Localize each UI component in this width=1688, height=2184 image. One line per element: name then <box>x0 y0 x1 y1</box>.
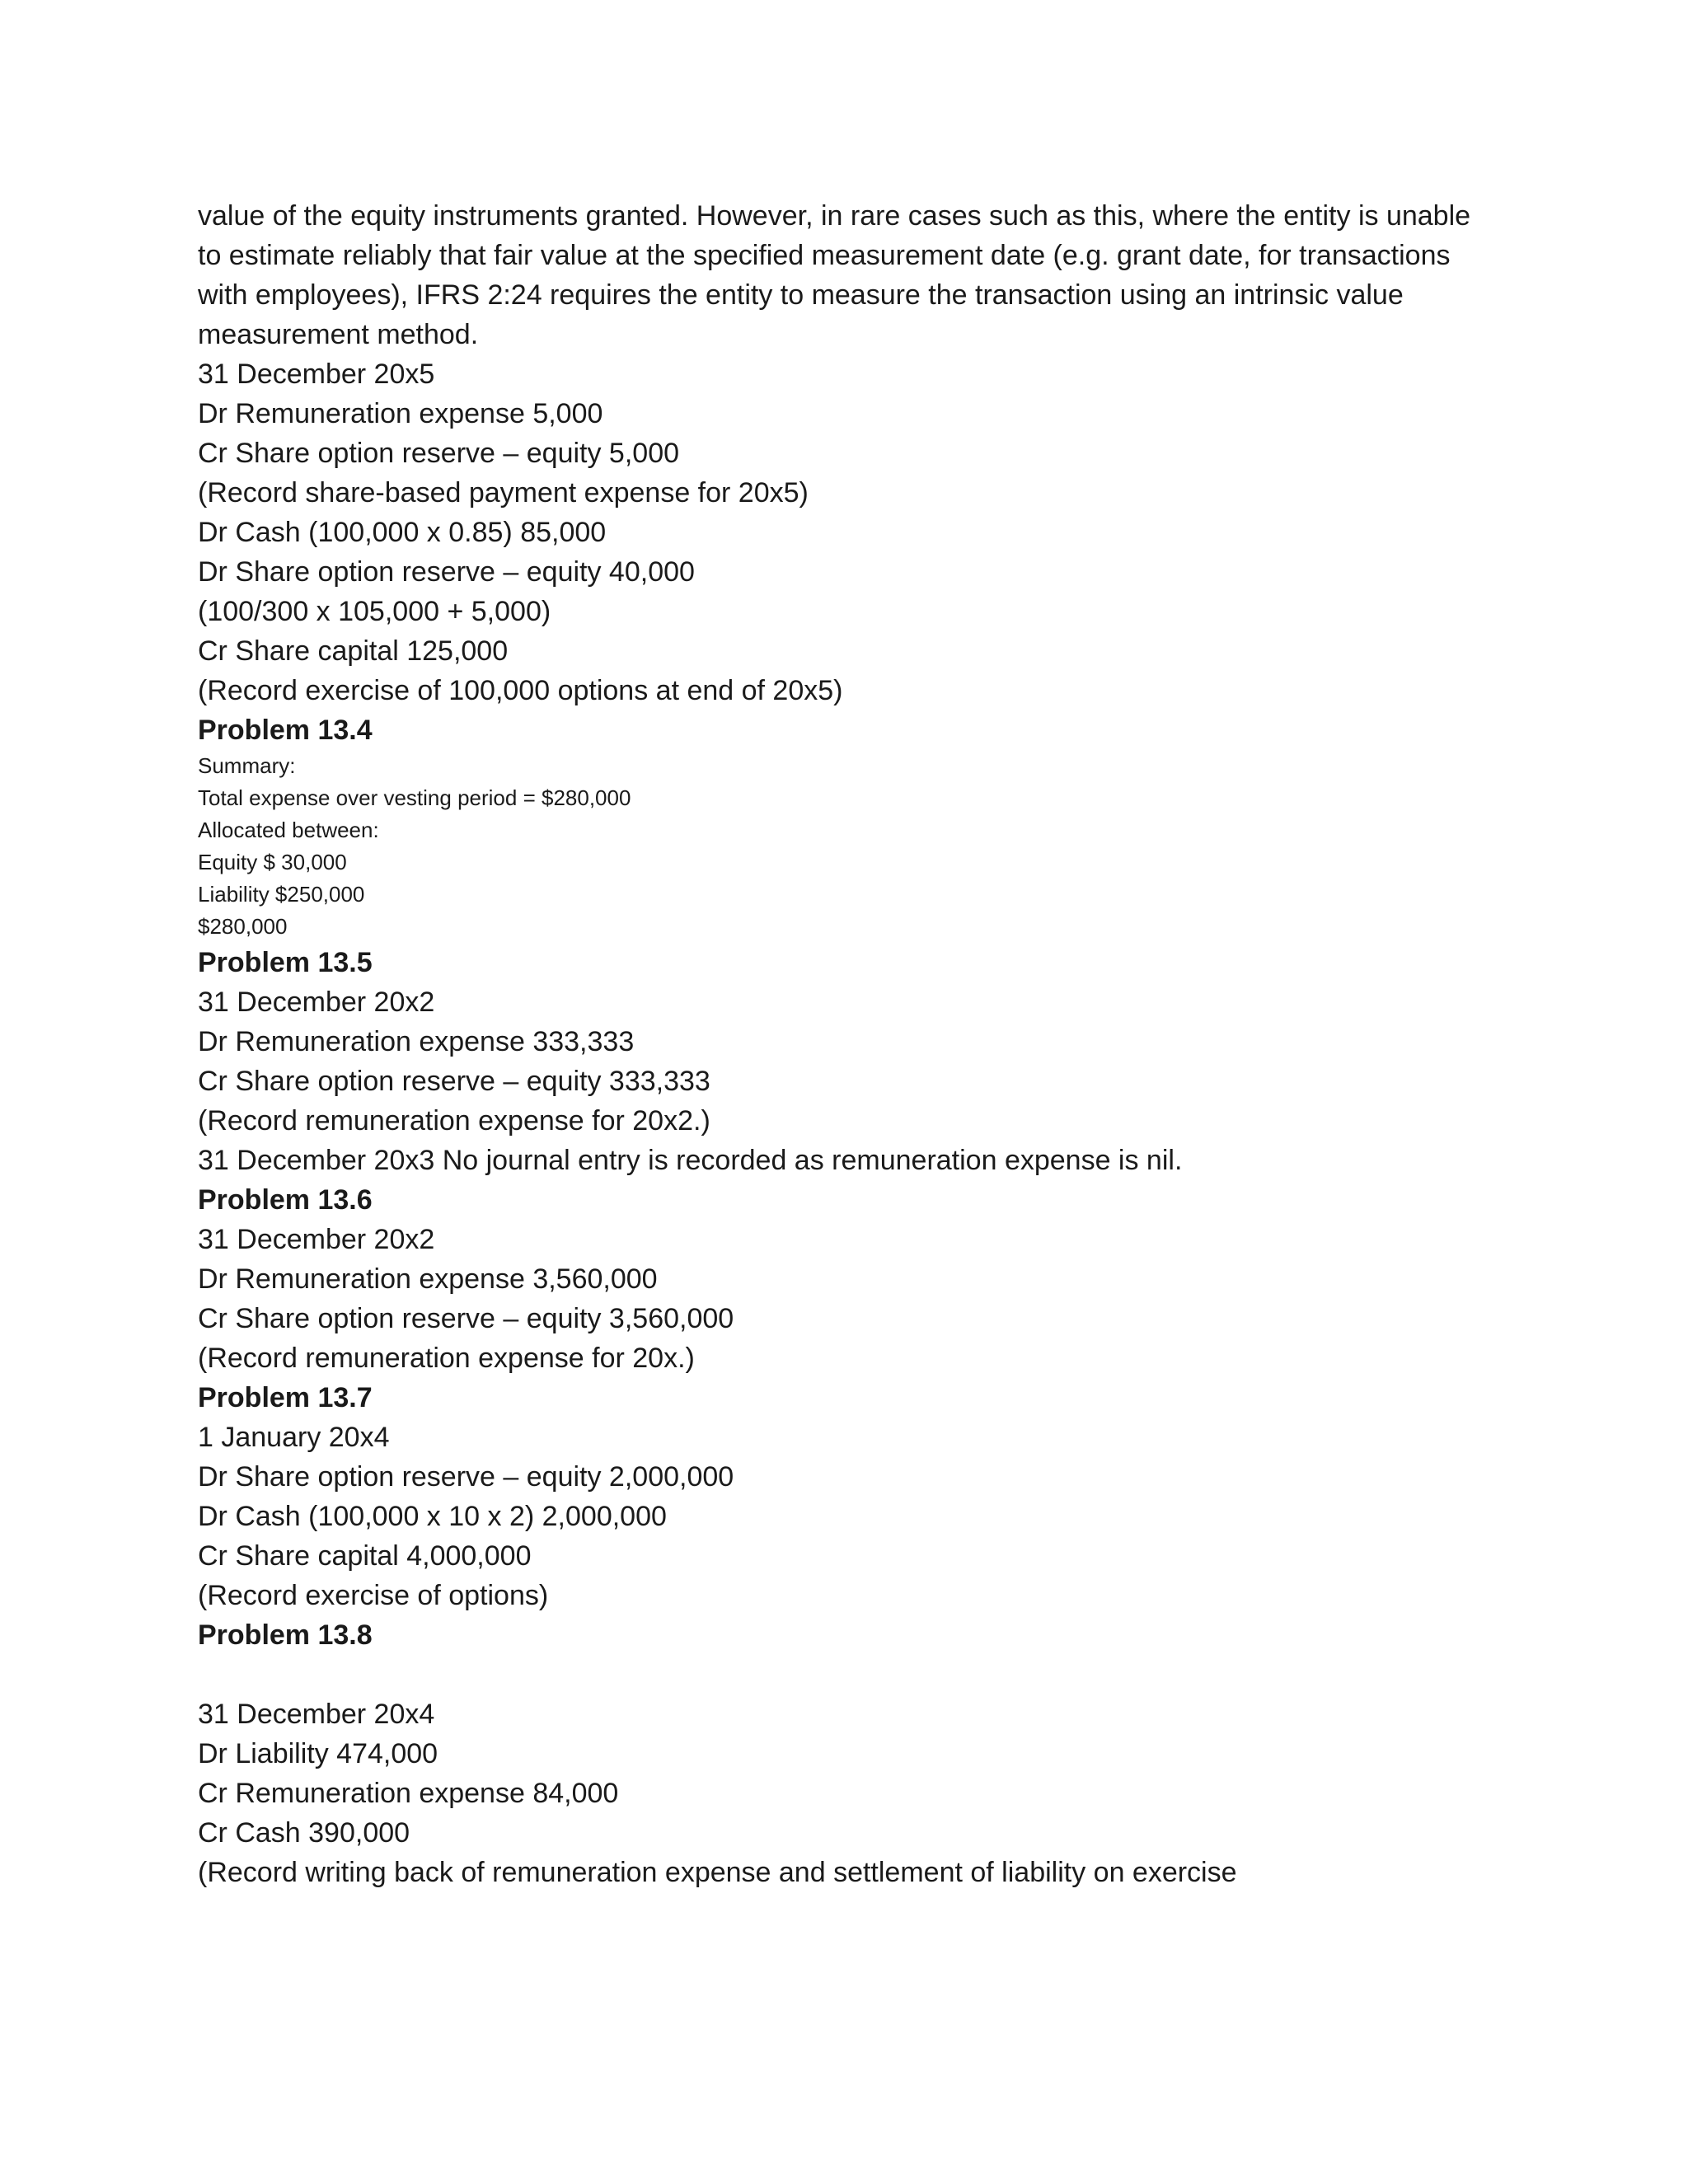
entry-date: 1 January 20x4 <box>198 1422 390 1453</box>
journal-line: Dr Remuneration expense 3,560,000 <box>198 1263 658 1295</box>
journal-narration: (Record remuneration expense for 20x.) <box>198 1343 695 1374</box>
journal-line: Cr Share option reserve – equity 333,333 <box>198 1066 710 1097</box>
journal-line: Dr Share option reserve – equity 2,000,000 <box>198 1461 734 1493</box>
problem-heading-13-5: Problem 13.5 <box>198 947 373 978</box>
journal-line: Cr Share capital 4,000,000 <box>198 1540 532 1572</box>
journal-line: Cr Share option reserve – equity 5,000 <box>198 438 680 469</box>
journal-line: Cr Share option reserve – equity 3,560,000 <box>198 1303 734 1334</box>
journal-line: Dr Liability 474,000 <box>198 1738 438 1769</box>
entry-date: 31 December 20x5 <box>198 359 435 390</box>
intro-line: measurement method. <box>198 319 479 350</box>
problem-heading-13-4: Problem 13.4 <box>198 715 373 746</box>
journal-calculation: (100/300 x 105,000 + 5,000) <box>198 596 551 627</box>
entry-date: 31 December 20x4 <box>198 1699 435 1730</box>
summary-line: Allocated between: <box>198 818 379 842</box>
blank-line <box>198 1655 1517 1694</box>
problem-heading-13-7: Problem 13.7 <box>198 1382 373 1413</box>
journal-line: Dr Remuneration expense 5,000 <box>198 398 603 429</box>
journal-line: Cr Remuneration expense 84,000 <box>198 1778 619 1809</box>
entry-date: 31 December 20x2 <box>198 1224 435 1255</box>
journal-line: Cr Share capital 125,000 <box>198 635 509 667</box>
journal-narration: (Record share-based payment expense for 20x5) <box>198 477 809 509</box>
journal-line: Dr Cash (100,000 x 10 x 2) 2,000,000 <box>198 1501 667 1532</box>
problem-heading-13-8: Problem 13.8 <box>198 1619 373 1651</box>
intro-line: with employees), IFRS 2:24 requires the entity to measure the transaction using an intrinsic value <box>198 279 1404 311</box>
journal-narration: (Record remuneration expense for 20x2.) <box>198 1105 710 1137</box>
intro-line: value of the equity instruments granted. However, in rare cases such as this, where the entity is unable <box>198 200 1471 232</box>
summary-line: $280,000 <box>198 914 288 939</box>
summary-line: Summary: <box>198 753 296 778</box>
journal-line: Dr Share option reserve – equity 40,000 <box>198 556 695 588</box>
intro-line: to estimate reliably that fair value at the specified measurement date (e.g. grant date, for transactions <box>198 240 1451 271</box>
problem-heading-13-6: Problem 13.6 <box>198 1184 373 1216</box>
summary-line: Total expense over vesting period = $280,000 <box>198 785 631 810</box>
journal-narration: (Record exercise of 100,000 options at end of 20x5) <box>198 675 843 706</box>
entry-date: 31 December 20x2 <box>198 987 435 1018</box>
journal-note: 31 December 20x3 No journal entry is recorded as remuneration expense is nil. <box>198 1145 1183 1176</box>
journal-line: Dr Cash (100,000 x 0.85) 85,000 <box>198 517 607 548</box>
document-body <box>198 196 1517 1892</box>
summary-line: Liability $250,000 <box>198 882 365 907</box>
journal-line: Cr Cash 390,000 <box>198 1817 410 1849</box>
journal-narration: (Record writing back of remuneration expense and settlement of liability on exercise <box>198 1857 1237 1888</box>
summary-line: Equity $ 30,000 <box>198 850 347 874</box>
journal-line: Dr Remuneration expense 333,333 <box>198 1026 635 1057</box>
journal-narration: (Record exercise of options) <box>198 1580 549 1611</box>
